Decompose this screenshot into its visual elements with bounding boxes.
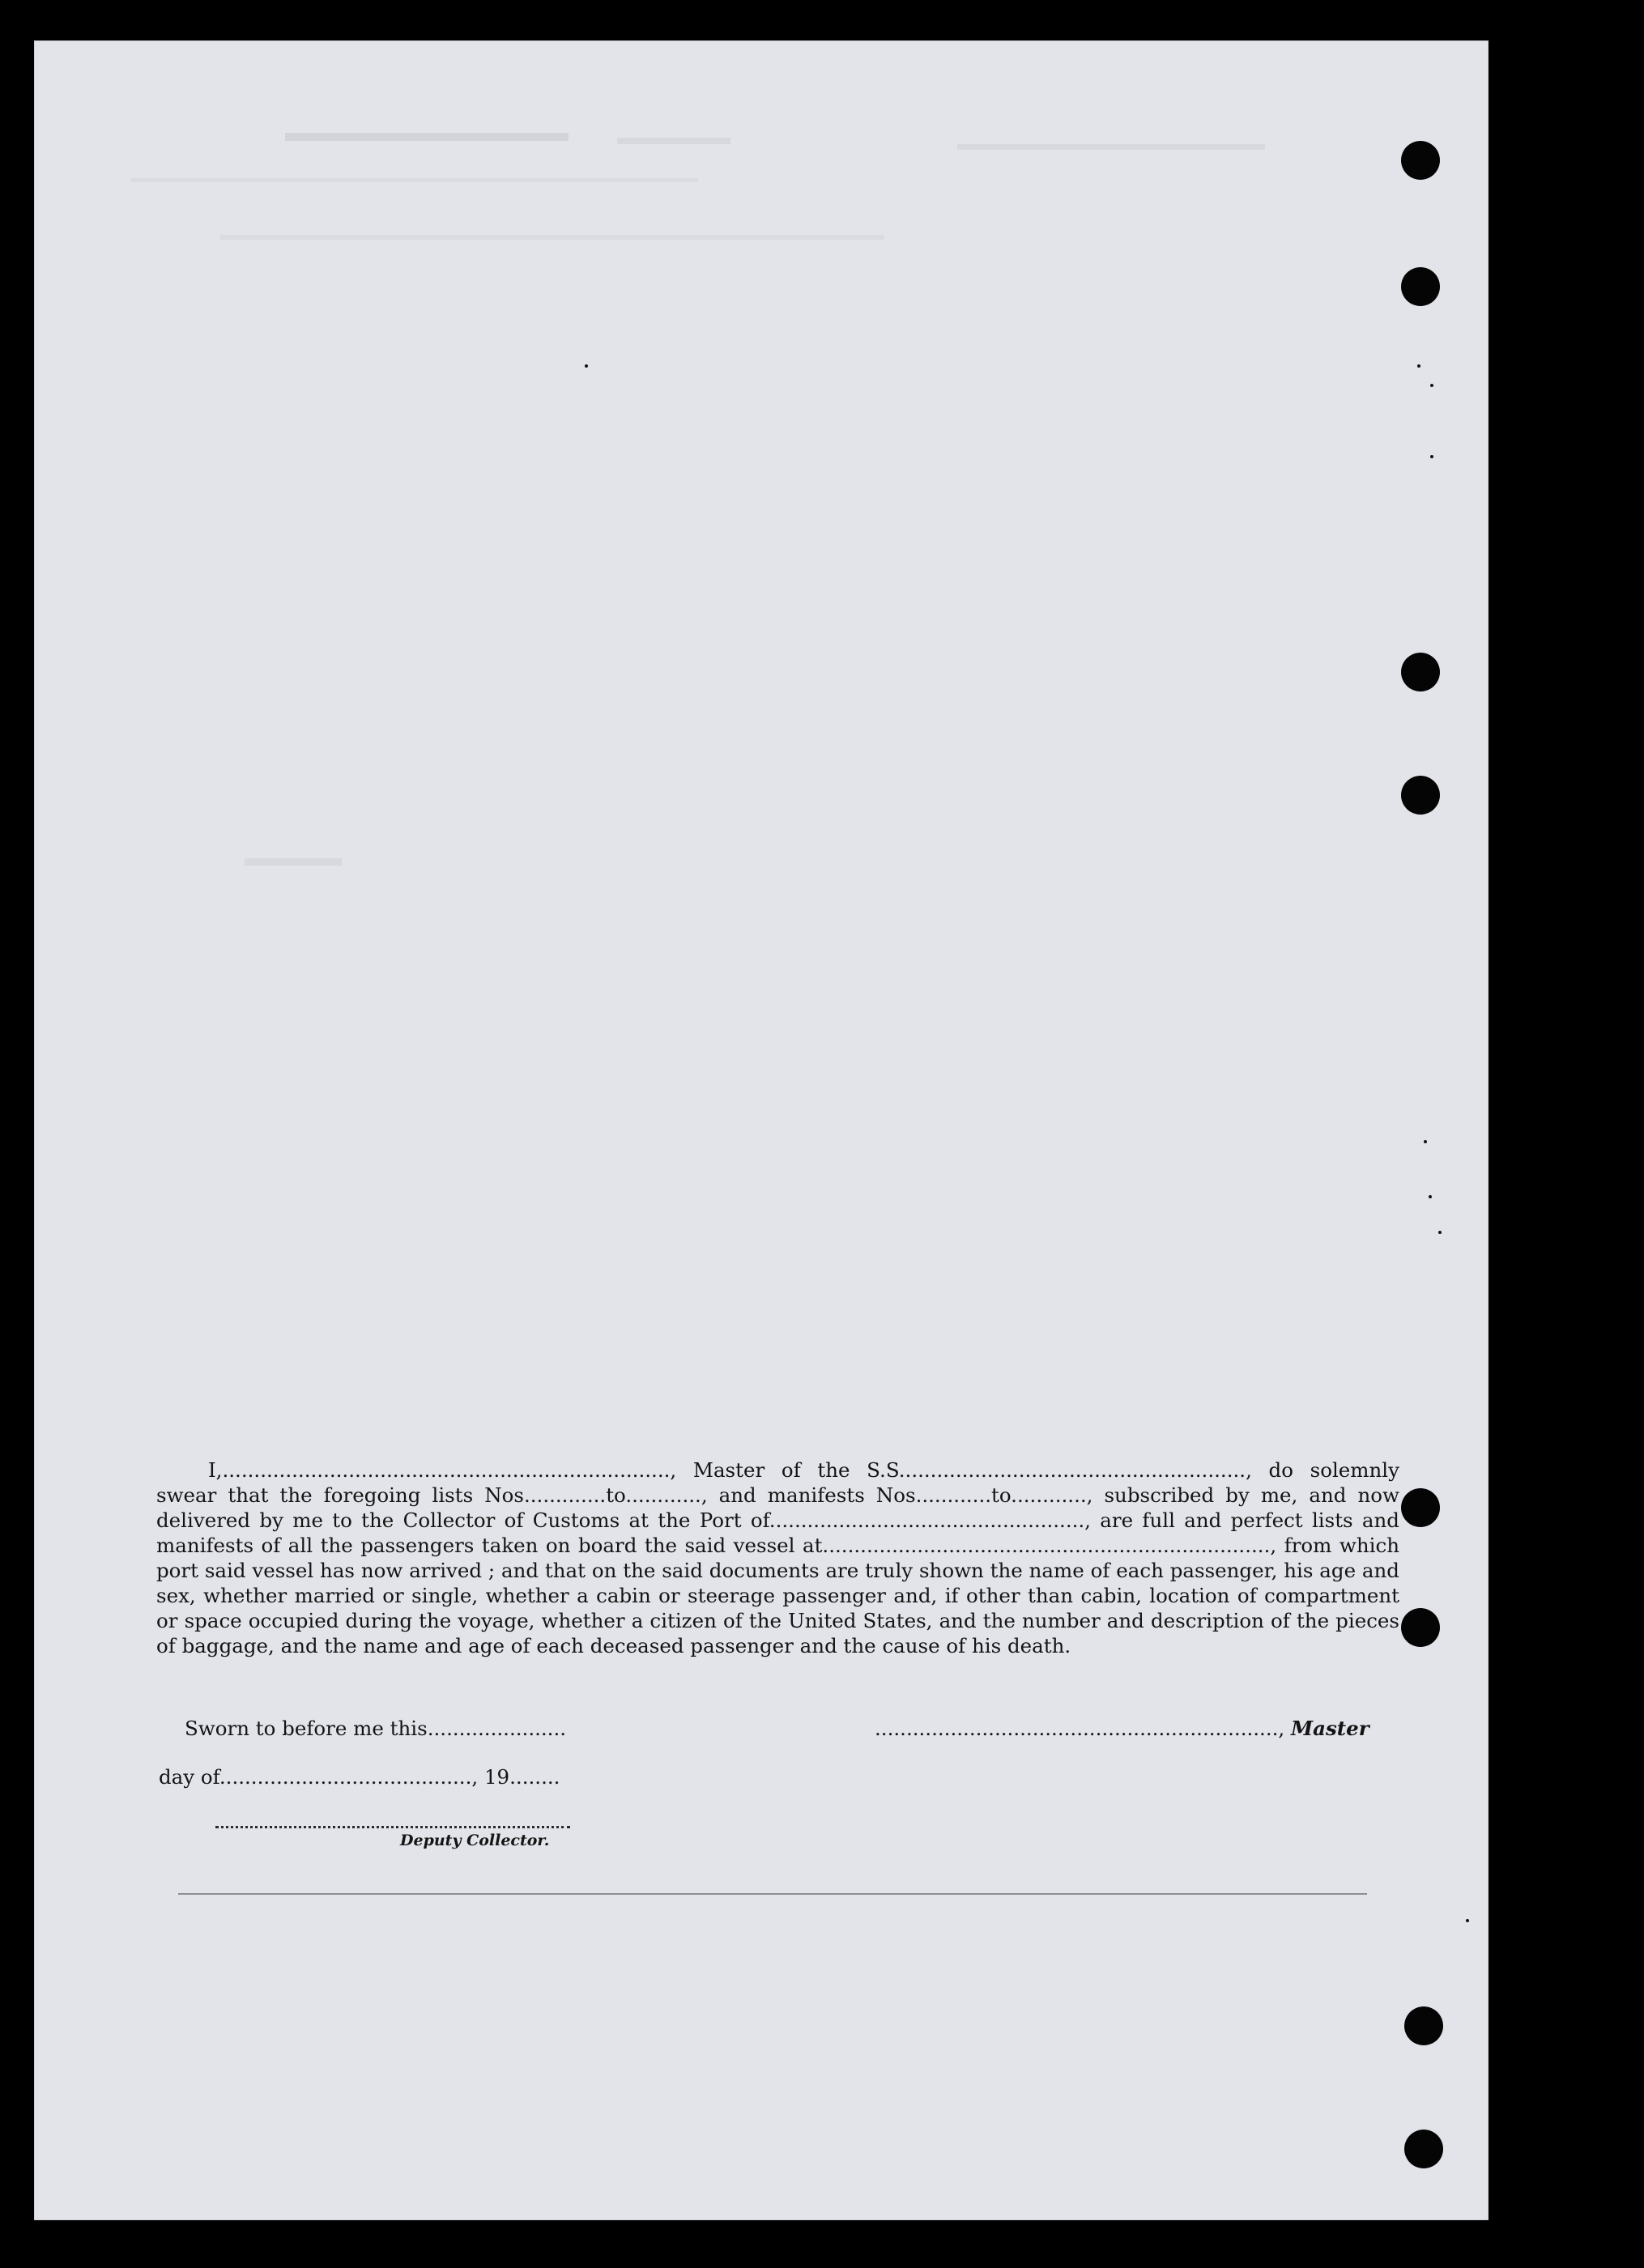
ink-speck: [1430, 455, 1433, 458]
oath-line: swear that the foregoing lists Nos.............to............, and manifests Nos............to............, subscribed by me, and now: [156, 1483, 1399, 1507]
oath-line: port said vessel has now arrived ; and that on the said documents are truly shown the name of each passenger, his age and: [156, 1559, 1399, 1582]
deputy-collector-label: Deputy Collector.: [400, 1832, 550, 1849]
oath-line: I,......................................................................., Master of the S.S......................................................., do solemnly: [208, 1458, 1399, 1482]
punch-hole: [1404, 2130, 1443, 2168]
oath-line: of baggage, and the name and age of each deceased passenger and the cause of his death.: [156, 1634, 1071, 1657]
day-of-field: day of........................................, 19........: [159, 1765, 560, 1789]
punch-hole: [1401, 1608, 1440, 1647]
deputy-collector-signature-line: [215, 1826, 570, 1828]
punch-hole: [1404, 2006, 1443, 2045]
master-label: Master: [1291, 1717, 1369, 1740]
ink-speck: [1424, 1140, 1427, 1143]
punch-hole: [1401, 267, 1440, 306]
oath-line: manifests of all the passengers taken on board the said vessel at......................................................................., from which: [156, 1534, 1399, 1557]
master-signature-field: [875, 1717, 1369, 1741]
ink-speck: [1430, 384, 1433, 387]
sworn-before-me-field: Sworn to before me this......................: [185, 1717, 567, 1740]
masters-oath-paragraph: [156, 1457, 1399, 1658]
ink-speck: [1429, 1195, 1432, 1198]
punch-hole: [1401, 776, 1440, 815]
ink-speck: [585, 364, 588, 368]
ink-speck: [1466, 1919, 1469, 1922]
punch-hole: [1401, 141, 1440, 180]
punch-hole: [1401, 1488, 1440, 1527]
punch-hole: [1401, 653, 1440, 691]
master-signature-line: ................................................................,: [875, 1717, 1291, 1740]
oath-line: or space occupied during the voyage, whether a citizen of the United States, and the number and description of the pieces: [156, 1609, 1399, 1632]
ink-speck: [1438, 1231, 1442, 1234]
oath-line: sex, whether married or single, whether a cabin or steerage passenger and, if other than cabin, location of compartment: [156, 1584, 1399, 1607]
ink-speck: [1417, 364, 1420, 368]
oath-line: delivered by me to the Collector of Customs at the Port of.................................................., are full and perfect lists and: [156, 1508, 1399, 1532]
bottom-rule: [178, 1893, 1367, 1895]
